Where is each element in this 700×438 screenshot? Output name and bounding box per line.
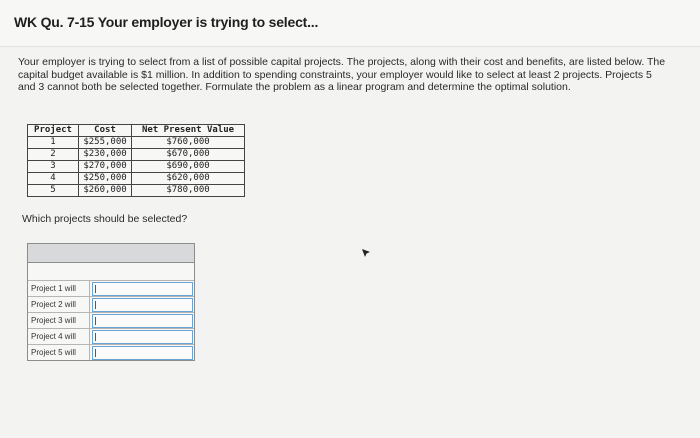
answer-label: Project 1 will [28, 281, 90, 296]
header-cost: Cost [79, 125, 132, 137]
answer-label: Project 3 will [28, 313, 90, 328]
cell-npv: $620,000 [132, 173, 245, 185]
page-title: WK Qu. 7-15 Your employer is trying to select... [14, 14, 319, 30]
project-1-input[interactable] [92, 282, 193, 296]
project-2-input[interactable] [92, 298, 193, 312]
table-header-row [28, 125, 245, 137]
table-row [28, 161, 245, 173]
answer-label: Project 5 will [28, 345, 90, 360]
project-3-input[interactable] [92, 314, 193, 328]
answer-row-project-3 [28, 312, 194, 328]
project-5-input[interactable] [92, 346, 193, 360]
selection-prompt: Which projects should be selected? [22, 213, 188, 225]
header-npv: Net Present Value [132, 125, 245, 137]
answer-label: Project 2 will [28, 297, 90, 312]
answer-row-project-2 [28, 296, 194, 312]
header-project: Project [28, 125, 79, 137]
answer-table-header [28, 244, 194, 263]
project-4-input[interactable] [92, 330, 193, 344]
cell-project: 1 [28, 137, 79, 149]
answer-row-project-1 [28, 280, 194, 296]
cell-cost: $270,000 [79, 161, 132, 173]
mouse-cursor-icon [361, 248, 371, 258]
question-text: Your employer is trying to select from a list of possible capital projects. The projects, along with their cost and benefits, are listed below. The capital budget available is $1 million. In addition to spending constraints, your employer would like to select at least 2 projects. Projects 5 and 3 cannot both be selected together. Formulate the problem as a linear program and determine the optimal solution. [18, 56, 666, 93]
answer-table [27, 243, 195, 361]
projects-table [27, 124, 245, 197]
table-row [28, 185, 245, 197]
table-row [28, 149, 245, 161]
cell-project: 2 [28, 149, 79, 161]
answer-row-project-4 [28, 328, 194, 344]
cell-cost: $230,000 [79, 149, 132, 161]
table-row [28, 137, 245, 149]
cell-npv: $690,000 [132, 161, 245, 173]
table-row [28, 173, 245, 185]
cell-npv: $670,000 [132, 149, 245, 161]
cell-project: 5 [28, 185, 79, 197]
cell-project: 3 [28, 161, 79, 173]
header-bar [0, 0, 700, 47]
cell-cost: $250,000 [79, 173, 132, 185]
cell-npv: $780,000 [132, 185, 245, 197]
cell-cost: $255,000 [79, 137, 132, 149]
answer-label: Project 4 will [28, 329, 90, 344]
cell-project: 4 [28, 173, 79, 185]
cell-cost: $260,000 [79, 185, 132, 197]
cell-npv: $760,000 [132, 137, 245, 149]
answer-row-project-5 [28, 344, 194, 360]
